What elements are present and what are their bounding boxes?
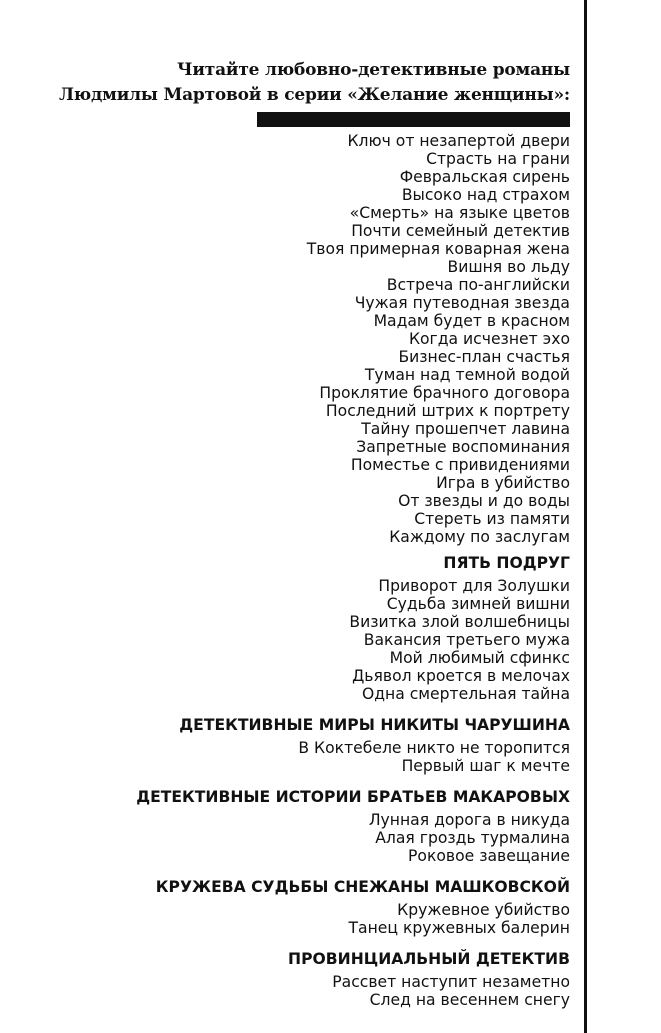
book-title: Мой любимый сфинкс (389, 649, 570, 667)
book-title: Поместье с привидениями (350, 456, 570, 474)
book-title: Вишня во льду (447, 258, 570, 276)
header-line-2: Людмилы Мартовой в серии «Желание женщины»: (58, 85, 570, 105)
header-line-1: Читайте любовно-детективные романы (177, 60, 570, 80)
section-list-provincial (40, 973, 570, 1009)
page-header (40, 58, 570, 108)
book-title: В Коктебеле никто не торопится (298, 739, 570, 757)
book-title: Февральская сирень (399, 168, 570, 186)
book-title: Ключ от незапертой двери (347, 132, 570, 150)
book-title: Кружевное убийство (397, 901, 570, 919)
book-title: «Смерть» на языке цветов (349, 204, 570, 222)
book-title: Высоко над страхом (401, 186, 570, 204)
section-list-charushin (40, 739, 570, 775)
book-title: Танец кружевных балерин (348, 919, 570, 937)
book-title: Игра в убийство (436, 474, 570, 492)
section-list-five-friends (40, 577, 570, 703)
vertical-rule (584, 0, 587, 1033)
section-list-mashkovskaya (40, 901, 570, 937)
book-title: Мадам будет в красном (373, 312, 570, 330)
book-title: Вакансия третьего мужа (363, 631, 570, 649)
book-title: Стереть из памяти (414, 510, 570, 528)
book-title: Туман над темной водой (364, 366, 570, 384)
book-title: Страсть на грани (426, 150, 570, 168)
section-title-makarov: ДЕТЕКТИВНЫЕ ИСТОРИИ БРАТЬЕВ МАКАРОВЫХ (136, 788, 570, 806)
book-title: Алая гроздь турмалина (375, 829, 570, 847)
section-title-mashkovskaya: КРУЖЕВА СУДЬБЫ СНЕЖАНЫ МАШКОВСКОЙ (155, 878, 570, 896)
book-title: Приворот для Золушки (378, 577, 570, 595)
header-bar (257, 112, 570, 127)
book-title: Когда исчезнет эхо (408, 330, 570, 348)
section-list-makarov (40, 811, 570, 865)
book-title: Последний штрих к портрету (325, 402, 570, 420)
book-title: От звезды и до воды (398, 492, 570, 510)
book-list-page (40, 58, 570, 1009)
book-title: След на весеннем снегу (369, 991, 570, 1009)
book-title: Проклятие брачного договора (319, 384, 570, 402)
book-title: Твоя примерная коварная жена (306, 240, 570, 258)
book-title: Запретные воспоминания (356, 438, 570, 456)
main-book-list (40, 132, 570, 546)
book-title: Визитка злой волшебницы (349, 613, 570, 631)
book-title: Дьявол кроется в мелочах (352, 667, 570, 685)
book-title: Встреча по-английски (386, 276, 570, 294)
book-title: Тайну прошепчет лавина (361, 420, 570, 438)
book-title: Чужая путеводная звезда (354, 294, 570, 312)
book-title: Почти семейный детектив (351, 222, 570, 240)
book-title: Рассвет наступит незаметно (332, 973, 570, 991)
section-title-provincial: ПРОВИНЦИАЛЬНЫЙ ДЕТЕКТИВ (288, 950, 570, 968)
book-title: Одна смертельная тайна (361, 685, 570, 703)
book-title: Бизнес-план счастья (398, 348, 570, 366)
book-title: Роковое завещание (408, 847, 570, 865)
book-title: Судьба зимней вишни (386, 595, 570, 613)
section-title-charushin: ДЕТЕКТИВНЫЕ МИРЫ НИКИТЫ ЧАРУШИНА (179, 716, 570, 734)
book-title: Лунная дорога в никуда (368, 811, 570, 829)
book-title: Первый шаг к мечте (401, 757, 570, 775)
book-title: Каждому по заслугам (389, 528, 570, 546)
section-title-five-friends: ПЯТЬ ПОДРУГ (443, 554, 570, 572)
